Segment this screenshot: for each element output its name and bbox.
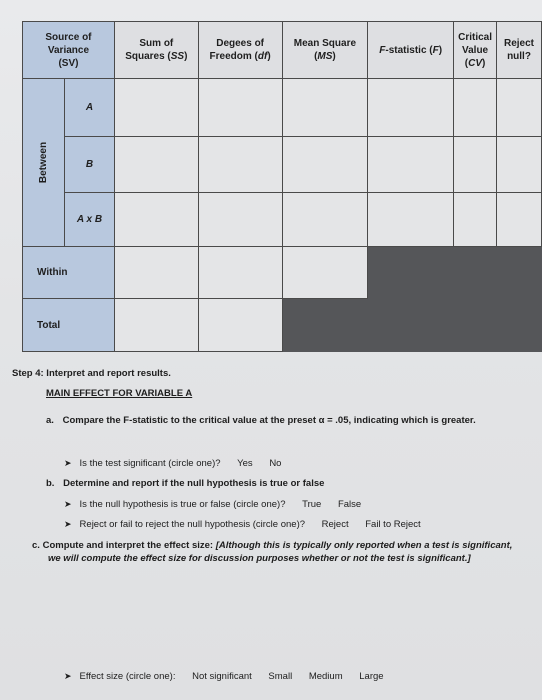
arrow-bullet-icon: ➤ [64, 671, 72, 681]
option-small[interactable]: Small [268, 671, 293, 682]
option-false[interactable]: False [337, 499, 362, 510]
cell-a-f[interactable] [368, 79, 454, 137]
header-mean-square: Mean Square (MS) [282, 22, 368, 79]
option-medium[interactable]: Medium [308, 671, 343, 682]
cell-b-cv[interactable] [454, 137, 497, 193]
row-label-axb: A x B [65, 193, 115, 247]
cell-axb-reject[interactable] [497, 193, 542, 247]
significance-question: Is the test significant (circle one)? [79, 458, 221, 469]
option-yes[interactable]: Yes [237, 458, 253, 469]
item-b-text: Determine and report if the null hypothesis is true or false [63, 478, 325, 489]
cell-a-cv[interactable] [454, 79, 497, 137]
cell-axb-ss[interactable] [114, 193, 198, 247]
option-not-significant[interactable]: Not significant [192, 671, 252, 682]
between-group-label: Between [23, 79, 65, 247]
item-a-marker: a. [46, 415, 54, 426]
header-source-of-variance: Source of Variance (SV) [23, 22, 115, 79]
cell-a-reject[interactable] [497, 79, 542, 137]
cell-b-reject[interactable] [497, 137, 542, 193]
header-critical-value: Critical Value (CV) [454, 22, 497, 79]
row-label-a: A [65, 79, 115, 137]
header-f-statistic: F-statistic (F) [368, 22, 454, 79]
row-label-total: Total [23, 299, 115, 352]
header-sum-of-squares: Sum of Squares (SS) [114, 22, 198, 79]
shaded-cell-total-ms [282, 299, 368, 352]
option-large[interactable]: Large [359, 671, 384, 682]
main-effect-heading: MAIN EFFECT FOR VARIABLE A [46, 388, 193, 399]
cell-within-ms[interactable] [282, 247, 368, 299]
row-label-within: Within [23, 247, 115, 299]
cell-within-df[interactable] [198, 247, 282, 299]
reject-line [64, 518, 421, 531]
cell-within-ss[interactable] [114, 247, 198, 299]
option-no[interactable]: No [269, 458, 282, 469]
arrow-bullet-icon: ➤ [64, 519, 72, 529]
cell-a-ms[interactable] [282, 79, 368, 137]
significance-line [64, 457, 281, 470]
item-a [46, 415, 476, 427]
item-a-text: Compare the F-statistic to the critical value at the preset α = .05, indicating which is greater. [62, 415, 476, 426]
reject-question: Reject or fail to reject the null hypothesis (circle one)? [79, 519, 306, 530]
item-c-marker: c. [32, 540, 40, 551]
cell-total-ss[interactable] [114, 299, 198, 352]
item-b-marker: b. [46, 478, 55, 489]
option-fail-to-reject[interactable]: Fail to Reject [365, 519, 421, 530]
option-reject[interactable]: Reject [321, 519, 349, 530]
cell-axb-df[interactable] [198, 193, 282, 247]
cell-b-ss[interactable] [114, 137, 198, 193]
cell-b-f[interactable] [368, 137, 454, 193]
cell-a-ss[interactable] [114, 79, 198, 137]
row-label-b: B [65, 137, 115, 193]
step4-title: Step 4: Interpret and report results. [12, 368, 171, 379]
shaded-cells [368, 247, 542, 352]
null-true-question: Is the null hypothesis is true or false (circle one)? [79, 499, 286, 510]
arrow-bullet-icon: ➤ [64, 458, 72, 468]
cell-axb-cv[interactable] [454, 193, 497, 247]
null-true-line [64, 498, 361, 511]
option-true[interactable]: True [302, 499, 322, 510]
item-c-lead: Compute and interpret the effect size: [42, 540, 214, 551]
header-degrees-of-freedom: Degees of Freedom (df) [198, 22, 282, 79]
item-c [32, 540, 524, 565]
anova-table [22, 21, 542, 352]
cell-axb-ms[interactable] [282, 193, 368, 247]
effect-size-line [64, 670, 384, 683]
arrow-bullet-icon: ➤ [64, 499, 72, 509]
cell-b-ms[interactable] [282, 137, 368, 193]
cell-total-df[interactable] [198, 299, 282, 352]
cell-b-df[interactable] [198, 137, 282, 193]
item-c-text: [Although this is typically only reported when a test is significant, we will compute the effect size for discussion purposes whether or not the test is significant.] [48, 540, 513, 564]
effect-size-question: Effect size (circle one): [79, 671, 176, 682]
cell-axb-f[interactable] [368, 193, 454, 247]
cell-a-df[interactable] [198, 79, 282, 137]
header-reject-null: Reject null? [497, 22, 542, 79]
item-b [46, 478, 324, 490]
